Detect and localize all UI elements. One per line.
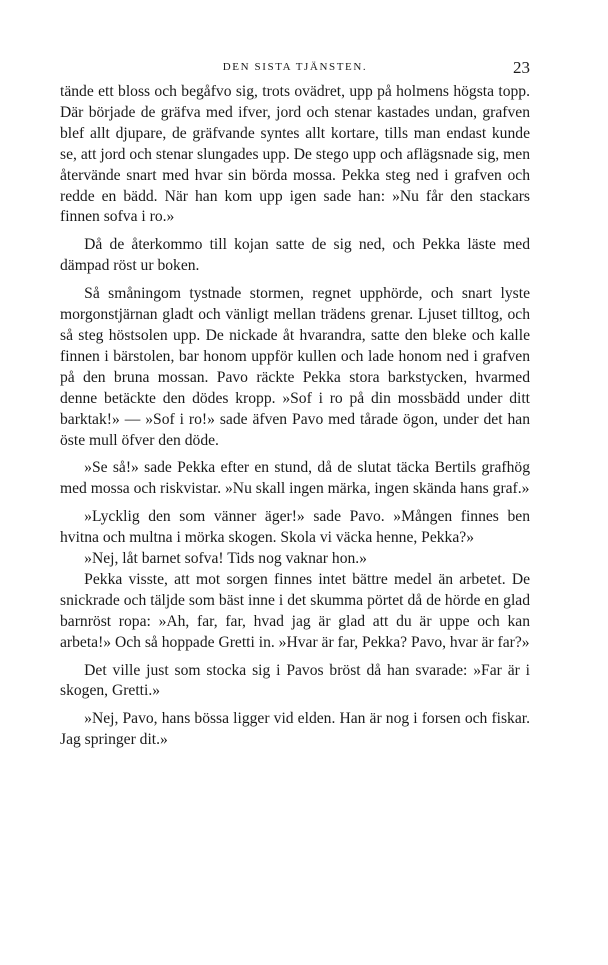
body-text <box>60 82 530 751</box>
page-header <box>60 58 530 78</box>
paragraph: Så småningom tystnade stormen, regnet upphörde, och snart lyste morgonstjärnan gladt och vänligt mellan trädens grenar. Ljuset tilltog, och så steg höstsolen upp. De nickade åt hvarandra, satte den bleke och kalle finnen i bärstolen, bar honom uppför kullen och lade honom ned i grafven på den bruna mossan. Pavo räckte Pekka stora barkstycken, hvarmed denne betäckte den dödes kropp. »Sof i ro på din mossbädd under ditt barktak!» — »Sof i ro!» sade äfven Pavo med tårade ögon, under det han öste mull öfver den döde. <box>60 285 530 449</box>
paragraph: »Lycklig den som vänner äger!» sade Pavo. »Mången finnes ben hvitna och multna i mörka skogen. Skola vi väcka henne, Pekka?» <box>60 508 530 547</box>
running-title: DEN SISTA TJÄNSTEN. <box>222 61 368 73</box>
paragraph: »Nej, Pavo, hans bössa ligger vid elden. Han är nog i forsen och fiskar. Jag springer dit.» <box>60 710 530 749</box>
paragraph: Det ville just som stocka sig i Pavos bröst då han svarade: »Far är i skogen, Gretti.» <box>60 661 530 700</box>
paragraph: »Se så!» sade Pekka efter en stund, då de slutat täcka Bertils grafhög med mossa och riskvistar. »Nu skall ingen märka, ingen skända hans graf.» <box>60 459 530 498</box>
page-number: 23 <box>513 58 530 77</box>
paragraph: »Nej, låt barnet sofva! Tids nog vaknar hon.» <box>84 550 367 568</box>
paragraph: tände ett bloss och begåfvo sig, trots ovädret, upp på holmens högsta topp. Där började de gräfva med ifver, jord och stenar kastades undan, grafven blef allt djupare, de gräfvande syntes allt kortare, tills man endast kunde se, att jord och stenar slungades upp. De stego upp och aflägsnade sig, men återvände snart med hvar sin börda mossa. Pekka steg ned i grafven och redde en bädd. När han kom upp igen sade han: »Nu får den stackars finnen sofva i ro.» <box>60 83 530 226</box>
paragraph: Pekka visste, att mot sorgen finnes intet bättre medel än arbetet. De snickrade och täljde som bäst inne i det skumma pörtet då de hörde en glad barnröst ropa: »Ah, far, far, hvad jag är glad att du är uppe och kan arbeta!» Och så hoppade Gretti in. »Hvar är far, Pekka? Pavo, hvar är far?» <box>60 570 530 651</box>
paragraph: Då de återkommo till kojan satte de sig ned, och Pekka läste med dämpad röst ur boken. <box>60 236 530 275</box>
